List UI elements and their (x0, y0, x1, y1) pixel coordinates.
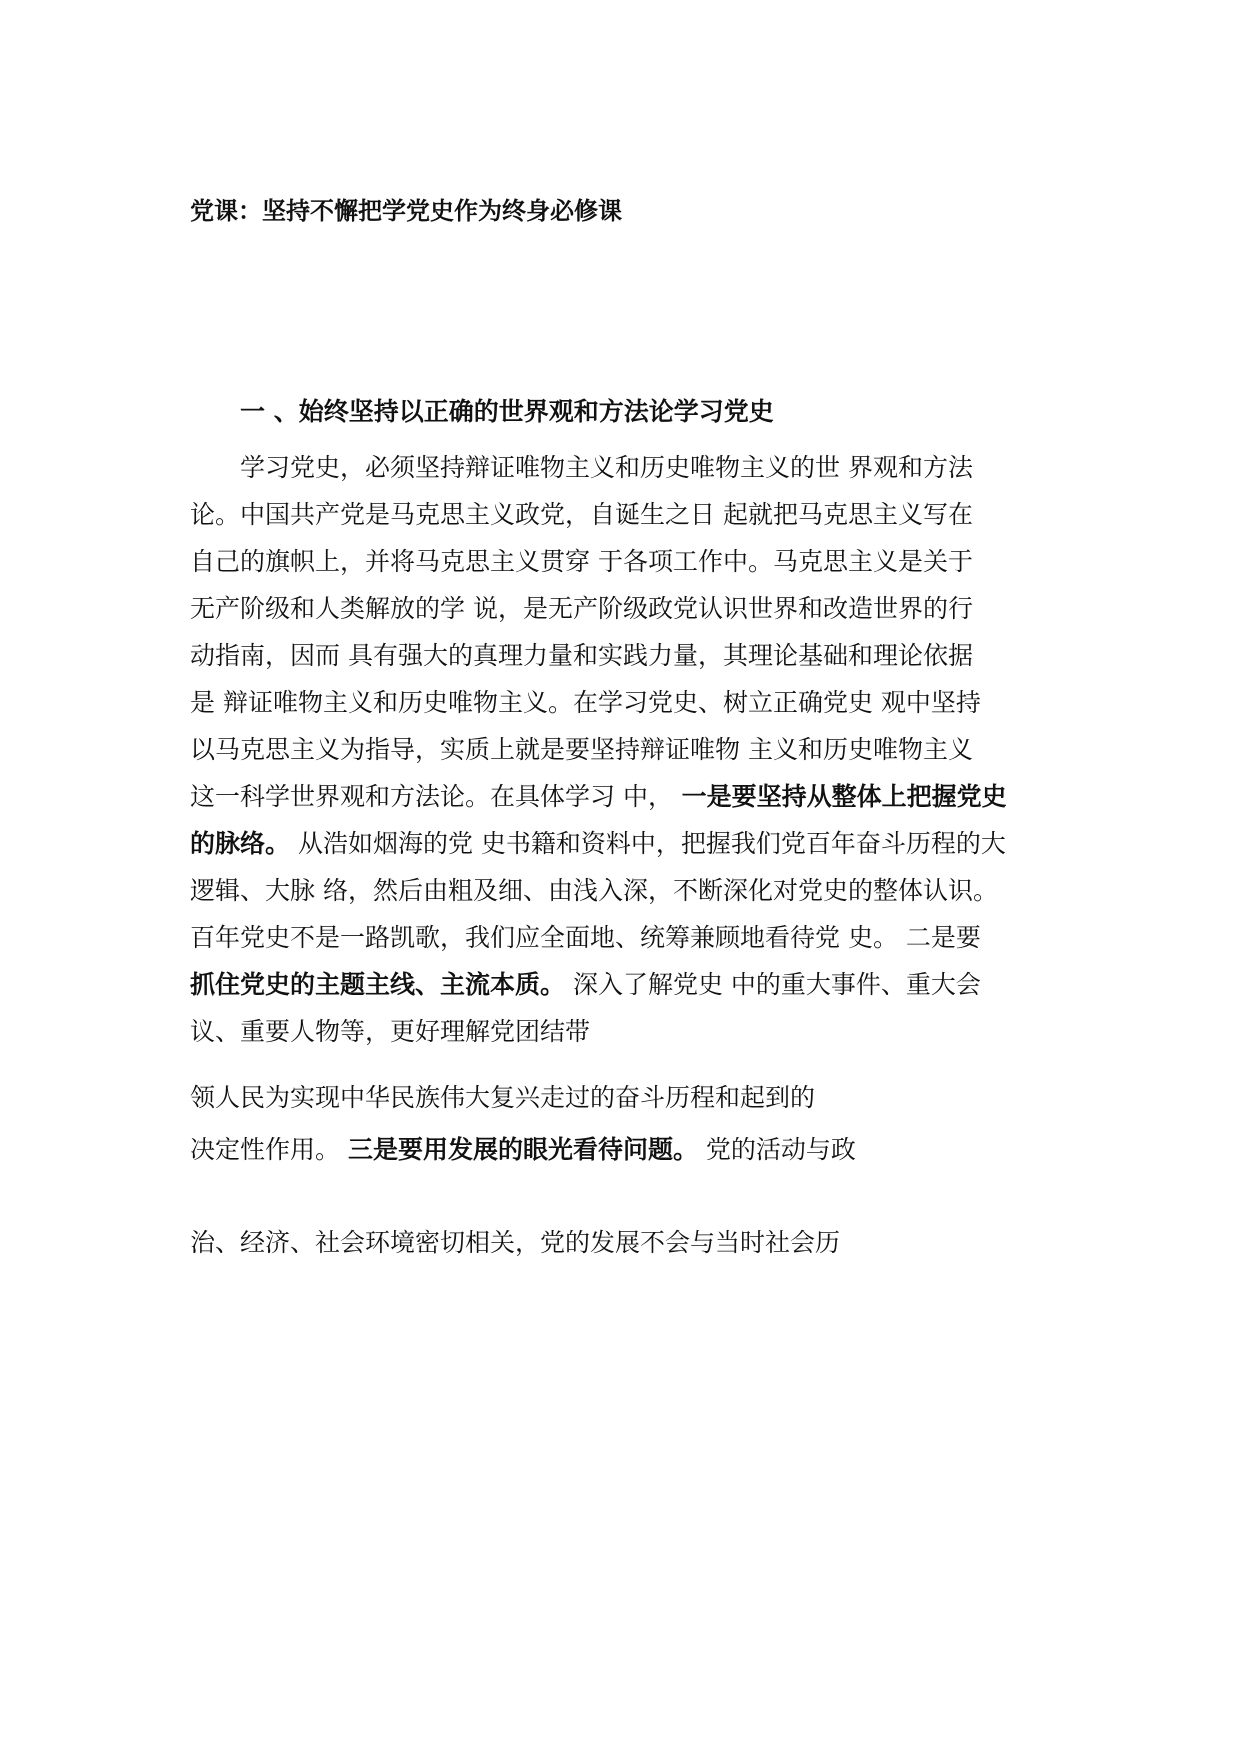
text-run: 从浩如烟海的党 史书籍和资料中，把握我们党百年奋斗历程的大 (290, 829, 1006, 858)
body-line (190, 920, 981, 956)
text-run: 百年党史不是一路凯歌，我们应全面地、统筹兼顾地看待党 史。 二是要 (190, 923, 981, 952)
body-line (190, 1014, 590, 1050)
body-line (190, 1132, 856, 1168)
emphasis-text: 三是要用发展的眼光看待问题。 (347, 1135, 698, 1164)
text-run: 以马克思主义为指导，实质上就是要坚持辩证唯物 主义和历史唯物主义 (190, 735, 973, 764)
text-run: 动指南，因而 具有强大的真理力量和实践力量，其理论基础和理论依据 (190, 641, 973, 670)
text-run: 领人民为实现中华民族伟大复兴走过的奋斗历程和起到的 (190, 1083, 816, 1112)
text-run: 深入了解党史 中的重大事件、重大会 (565, 970, 981, 999)
text-run: 议、重要人物等，更好理解党团结带 (190, 1017, 591, 1046)
text-run: 这一科学世界观和方法论。在具体学习 中， (190, 782, 673, 811)
body-line (190, 826, 1006, 862)
document-title: 党课：坚持不懈把学党史作为终身必修课 (190, 197, 622, 225)
body-line (190, 544, 973, 580)
text-run: 论。中国共产党是马克思主义政党，自诞生之日 起就把马克思主义写在 (190, 500, 973, 529)
text-run: 治、经济、社会环境密切相关，党的发展不会与当时社会历 (190, 1228, 841, 1257)
body-line (190, 685, 981, 721)
body-line (190, 591, 973, 627)
body-line (190, 1225, 840, 1261)
text-run: 是 辩证唯物主义和历史唯物主义。在学习党史、树立正确党史 观中坚持 (190, 688, 981, 717)
emphasis-text: 的脉络。 (190, 829, 291, 858)
body-line (190, 967, 981, 1003)
emphasis-text: 抓住党史的主题主线、主流本质。 (190, 970, 566, 999)
body-line (190, 873, 998, 909)
body-line (190, 732, 973, 768)
body-line (190, 638, 973, 674)
body-line (190, 497, 973, 533)
text-run: 学习党史，必须坚持辩证唯物主义和历史唯物主义的世 界观和方法 (240, 453, 973, 482)
text-run: 自己的旗帜上，并将马克思主义贯穿 于各项工作中。马克思主义是关于 (190, 547, 973, 576)
emphasis-text: 一是要坚持从整体上把握党史 (672, 782, 1007, 811)
text-run: 逻辑、大脉 络，然后由粗及细、由浅入深，不断深化对党史的整体认识。 (190, 876, 998, 905)
text-run: 决定性作用。 (190, 1135, 348, 1164)
body-line (190, 1080, 815, 1116)
text-run: 无产阶级和人类解放的学 说，是无产阶级政党认识世界和改造世界的行 (190, 594, 973, 623)
section-heading: 一 、始终坚持以正确的世界观和方法论学习党史 (240, 397, 774, 426)
body-line (240, 450, 973, 486)
body-line (190, 779, 1007, 815)
text-run: 党的活动与政 (697, 1135, 856, 1164)
